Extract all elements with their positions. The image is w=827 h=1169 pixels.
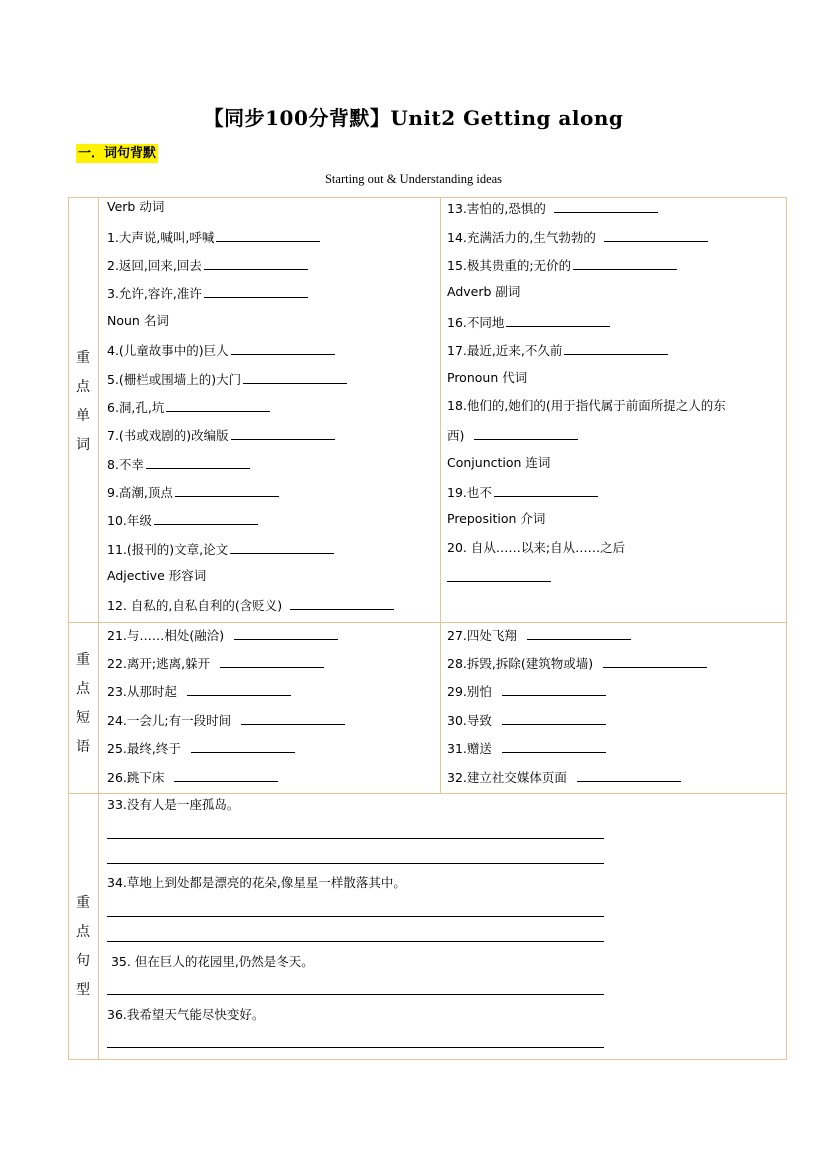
answer-line[interactable]	[107, 1047, 604, 1048]
table-border-right	[786, 197, 787, 1060]
answer-blank[interactable]	[234, 626, 338, 640]
word-category: Preposition 介词	[447, 511, 546, 526]
answer-line[interactable]	[107, 838, 604, 839]
table-divider	[440, 197, 441, 794]
word-prompt: 4.(儿童故事中的)巨人	[107, 343, 229, 358]
row-label-char: 重	[76, 652, 90, 668]
table-divider	[68, 622, 787, 623]
answer-blank[interactable]	[502, 682, 606, 696]
answer-blank[interactable]	[220, 654, 324, 668]
phrases-right-cell	[447, 626, 783, 790]
answer-blank[interactable]	[191, 739, 295, 753]
answer-blank[interactable]	[230, 540, 334, 554]
phrase-prompt: 32.建立社交媒体页面	[447, 770, 567, 785]
row-label-char: 点	[76, 681, 90, 697]
answer-line[interactable]	[107, 916, 604, 917]
answer-blank[interactable]	[154, 511, 258, 525]
answer-blank[interactable]	[175, 483, 279, 497]
subtitle: Starting out & Understanding ideas	[324, 172, 503, 186]
answer-blank[interactable]	[506, 313, 610, 327]
answer-blank[interactable]	[502, 739, 606, 753]
answer-blank[interactable]	[494, 483, 598, 497]
row-label-char: 短	[76, 710, 90, 726]
word-category: Adjective 形容词	[107, 568, 207, 583]
answer-blank[interactable]	[166, 398, 270, 412]
row-label-char: 重	[76, 350, 90, 366]
answer-blank[interactable]	[204, 256, 308, 270]
answer-blank[interactable]	[231, 426, 335, 440]
answer-blank[interactable]	[554, 199, 658, 213]
answer-blank[interactable]	[447, 568, 551, 582]
phrase-prompt: 26.跳下床	[107, 770, 165, 785]
phrase-prompt: 24.一会儿;有一段时间	[107, 713, 232, 728]
row-label-phrases	[68, 646, 98, 762]
word-prompt: 10.年级	[107, 513, 152, 528]
answer-blank[interactable]	[577, 768, 681, 782]
row-label-char: 词	[76, 437, 90, 453]
sentence-prompt: 36.我希望天气能尽快变好。	[107, 1007, 265, 1022]
phrase-prompt: 29.别怕	[447, 684, 492, 699]
answer-blank[interactable]	[573, 256, 677, 270]
sentence-prompt: 33.没有人是一座孤岛。	[107, 797, 240, 812]
word-prompt: 19.也不	[447, 485, 492, 500]
word-prompt: 20. 自从……以来;自从……之后	[447, 540, 626, 555]
word-prompt: 5.(栅栏或围墙上的)大门	[107, 372, 242, 387]
sentences-cell	[107, 797, 782, 1055]
word-category: Noun 名词	[107, 313, 169, 328]
phrase-prompt: 31.赠送	[447, 741, 492, 756]
word-prompt: 11.(报刊的)文章,论文	[107, 542, 229, 557]
phrase-prompt: 23.从那时起	[107, 684, 177, 699]
word-category: Conjunction 连词	[447, 455, 551, 470]
answer-blank[interactable]	[243, 370, 347, 384]
answer-blank[interactable]	[231, 341, 335, 355]
word-prompt: 7.(书或戏剧的)改编版	[107, 428, 229, 443]
answer-blank[interactable]	[474, 426, 578, 440]
sentence-prompt: 34.草地上到处都是漂亮的花朵,像星星一样散落其中。	[107, 875, 406, 890]
phrases-left-cell	[107, 626, 437, 790]
word-prompt: 6.洞,孔,坑	[107, 400, 165, 415]
word-prompt: 18.他们的,她们的(用于指代属于前面所提之人的东	[447, 398, 726, 413]
phrase-prompt: 22.离开;逃离,躲开	[107, 656, 211, 671]
sentence-prompt: 35. 但在巨人的花园里,仍然是冬天。	[107, 954, 314, 969]
answer-blank[interactable]	[502, 711, 606, 725]
phrase-prompt: 25.最终,终于	[107, 741, 181, 756]
phrase-prompt: 30.导致	[447, 713, 492, 728]
words-right-cell	[447, 199, 783, 619]
answer-line[interactable]	[107, 994, 604, 995]
answer-line[interactable]	[107, 863, 604, 864]
row-label-char: 型	[76, 982, 90, 998]
row-label-char: 点	[76, 379, 90, 395]
answer-blank[interactable]	[241, 711, 345, 725]
row-label-sentences	[68, 889, 98, 1005]
answer-blank[interactable]	[527, 626, 631, 640]
table-border-bottom	[68, 1059, 787, 1060]
word-prompt: 2.返回,回来,回去	[107, 258, 202, 273]
section-heading: 一．词句背默	[78, 146, 157, 161]
row-label-words	[68, 344, 98, 460]
table-divider	[68, 793, 787, 794]
page-title: 【同步100分背默】Unit2 Getting along	[203, 106, 624, 130]
words-left-cell	[107, 199, 437, 619]
row-label-char: 重	[76, 895, 90, 911]
answer-blank[interactable]	[564, 341, 668, 355]
word-category: Verb 动词	[107, 199, 165, 214]
row-label-char: 单	[76, 408, 90, 424]
table-divider	[98, 197, 99, 1060]
word-prompt: 西)	[447, 428, 465, 443]
row-label-char: 语	[76, 739, 90, 755]
answer-blank[interactable]	[204, 284, 308, 298]
word-prompt: 15.极其贵重的;无价的	[447, 258, 572, 273]
word-prompt: 13.害怕的,恐惧的	[447, 201, 546, 216]
word-prompt: 3.允许,容许,准许	[107, 286, 202, 301]
answer-blank[interactable]	[174, 768, 278, 782]
phrase-prompt: 28.拆毁,拆除(建筑物或墙)	[447, 656, 594, 671]
word-prompt: 12. 自私的,自私自利的(含贬义)	[107, 598, 283, 613]
phrase-prompt: 21.与……相处(融洽)	[107, 628, 225, 643]
answer-blank[interactable]	[216, 228, 320, 242]
word-category: Adverb 副词	[447, 284, 521, 299]
word-prompt: 17.最近,近来,不久前	[447, 343, 563, 358]
row-label-char: 点	[76, 924, 90, 940]
row-label-char: 句	[76, 953, 90, 969]
answer-line[interactable]	[107, 941, 604, 942]
answer-blank[interactable]	[603, 654, 707, 668]
word-prompt: 14.充满活力的,生气勃勃的	[447, 230, 596, 245]
answer-blank[interactable]	[146, 455, 250, 469]
word-prompt: 16.不同地	[447, 315, 505, 330]
word-prompt: 8.不幸	[107, 457, 144, 472]
phrase-prompt: 27.四处飞翔	[447, 628, 517, 643]
word-prompt: 9.高潮,顶点	[107, 485, 173, 500]
answer-blank[interactable]	[187, 682, 291, 696]
table-border-top	[68, 197, 787, 198]
answer-blank[interactable]	[604, 228, 708, 242]
word-prompt: 1.大声说,喊叫,呼喊	[107, 230, 215, 245]
word-category: Pronoun 代词	[447, 370, 528, 385]
answer-blank[interactable]	[290, 596, 394, 610]
